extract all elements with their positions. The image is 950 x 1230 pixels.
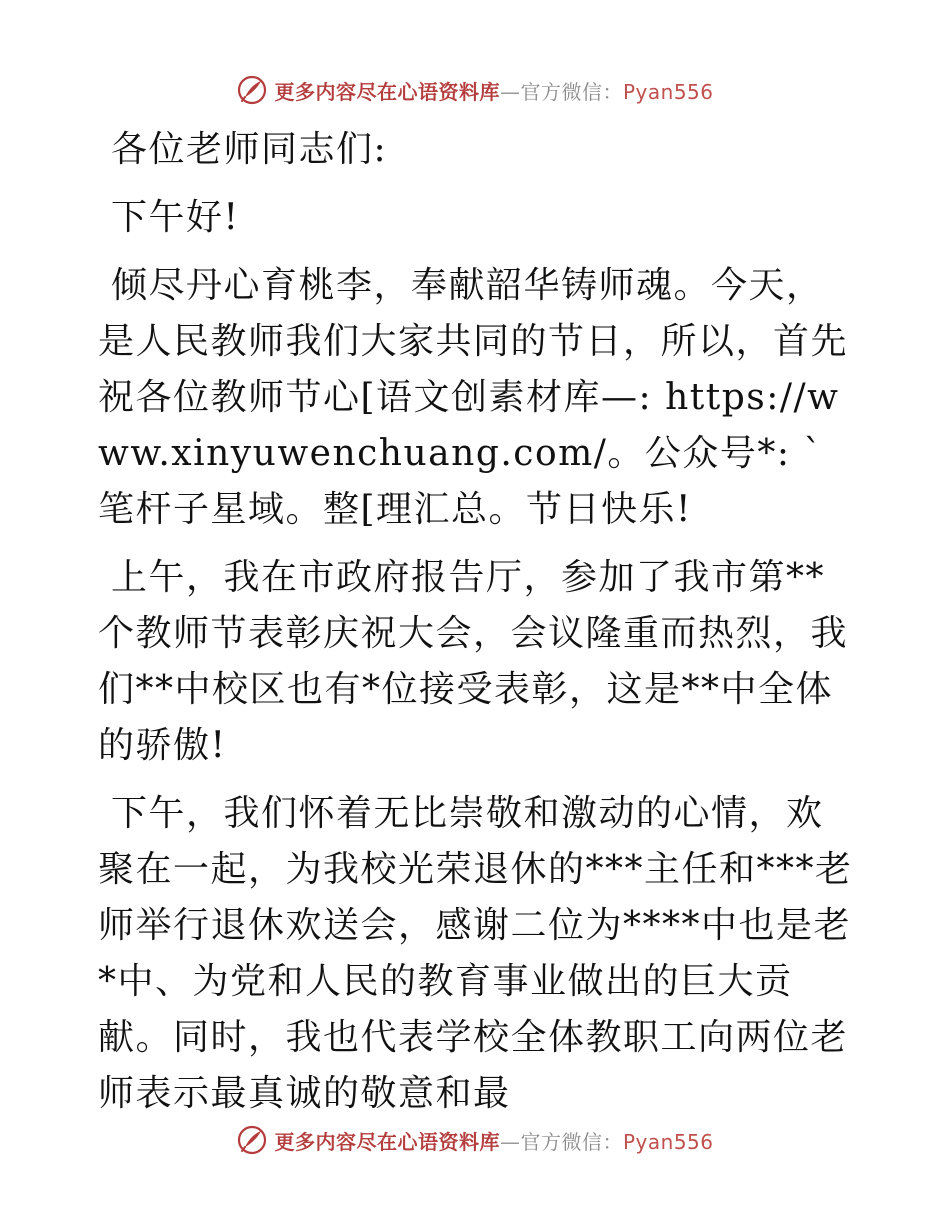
greeting: 下午好! <box>98 197 240 238</box>
footer-banner <box>0 1120 950 1160</box>
salutation: 各位老师同志们: <box>98 129 388 170</box>
document-body <box>98 118 858 1134</box>
banner-wechat-id: Pyan556 <box>622 79 714 104</box>
feather-pen-circle-icon <box>236 1124 268 1156</box>
banner-wechat-id: Pyan556 <box>622 1129 714 1154</box>
banner-caption <box>274 1126 713 1155</box>
banner-dash: — <box>499 1129 521 1154</box>
banner-caption <box>274 76 713 105</box>
header-banner <box>0 70 950 110</box>
paragraph-opening: 倾尽丹心育桃李，奉献韶华铸师魂。今天，是人民教师我们大家共同的节日，所以，首先祝各位教师节心[语文创素材库—: https://www.xinyuwenchuang.com/。公众号*: `笔杆子星域。整[理汇总。节日快乐! <box>98 265 849 530</box>
paragraph-morning: 上午，我在市政府报告厅，参加了我市第**个教师节表彰庆祝大会，会议隆重而热烈，我们**中校区也有*位接受表彰，这是**中全体的骄傲! <box>98 557 849 766</box>
paragraph-afternoon: 下午，我们怀着无比崇敬和激动的心情，欢聚在一起，为我校光荣退休的***主任和***老师举行退休欢送会，感谢二位为****中也是老*中、为党和人民的教育事业做出的巨大贡献。同时，我也代表学校全体教职工向两位老师表示最真诚的敬意和最 <box>98 793 853 1114</box>
banner-official-label: 官方微信： <box>520 1129 623 1154</box>
banner-brand-text: 更多内容尽在心语资料库 <box>274 1129 500 1154</box>
banner-brand-text: 更多内容尽在心语资料库 <box>274 79 500 104</box>
banner-official-label: 官方微信： <box>520 79 623 104</box>
feather-pen-circle-icon <box>236 74 268 106</box>
banner-dash: — <box>499 79 521 104</box>
